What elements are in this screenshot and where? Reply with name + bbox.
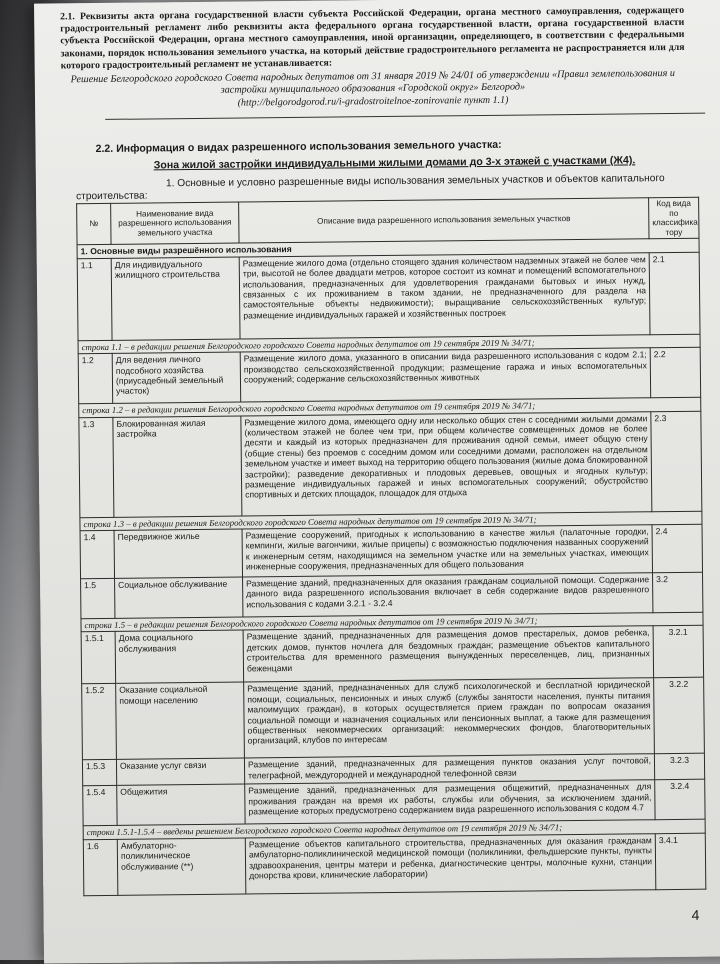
decision-reference: Решение Белгородского городского Совета народных депутатов от 31 января 2019 № 24/01 об утверждении «Правил землепользования и застройки муниципального образования «Городской округ» Белгород» bbox=[70, 67, 676, 97]
table-row bbox=[83, 780, 705, 827]
group-title: 1. Основные виды разрешённого использования bbox=[77, 239, 699, 259]
table-header-row bbox=[77, 197, 699, 245]
row-num: 1.6 bbox=[83, 839, 118, 895]
row-name: Оказание услуг связи bbox=[116, 758, 244, 785]
row-num: 1.5.3 bbox=[82, 760, 116, 786]
header-num: № bbox=[77, 203, 111, 245]
row-num: 1.3 bbox=[79, 417, 114, 517]
row-name: Передвижное жилье bbox=[114, 529, 242, 578]
decision-link: (http://belgorodgorod.ru/i-gradostroitelnoe-zonirovanie пункт 1.1) bbox=[237, 94, 509, 109]
page-number: 4 bbox=[691, 906, 700, 923]
row-desc: Размещение жилого дома, указанного в описании вида разрешенного использования с кодом 2.1; производство сельскохозяйственной продукции; размещение гаража и иных вспомогательных сооружений; содержание сельскохозяйственных животных bbox=[240, 348, 651, 402]
row-note: строка 1.5 – в редакции решения Белгородского городского Совета народных депутатов от 19 сентября 2019 № 34/71; bbox=[81, 612, 703, 632]
document-page bbox=[34, 0, 720, 964]
row-code: 3.2.2 bbox=[654, 678, 705, 755]
row-name: Амбулаторно-поликлиническое обслуживание (**) bbox=[117, 838, 246, 895]
row-name: Для индивидуального жилищного строительства bbox=[111, 257, 240, 340]
table-row bbox=[82, 678, 705, 761]
row-code: 3.2.1 bbox=[653, 626, 704, 679]
table-row bbox=[83, 833, 706, 896]
header-block bbox=[60, 5, 685, 112]
row-desc: Размещение объектов капитального строительства, предназначенных для оказания гражданам амбулаторно-поликлинической медицинской помощи (поликлиники, фельдшерские пункты, пункты здравоохранения, центры матери и ребенка, диагностические центры, молочные кухни, станции донорства крови, клинические лаборатории) bbox=[245, 834, 656, 894]
table-subtitle: 1. Основные и условно разрешенные виды использования земельных участков и объектов капитального строительства: bbox=[75, 173, 665, 202]
row-code: 2.2 bbox=[650, 347, 701, 398]
row-num: 1.5 bbox=[81, 578, 115, 618]
row-name: Для ведения личного подсобного хозяйства (приусадебный земельный участок) bbox=[112, 352, 241, 403]
divider-line bbox=[105, 113, 705, 120]
row-code: 3.4.1 bbox=[655, 833, 706, 890]
table-row bbox=[81, 626, 704, 685]
row-num: 1.5.1 bbox=[81, 632, 116, 684]
table-row bbox=[78, 347, 700, 404]
row-note: строка 1.3 – в редакции решения Белгородского городского Совета народных депутатов от 19 сентября 2019 № 34/71; bbox=[80, 511, 702, 531]
header-desc: Описание вида разрешенного использования земельных участков bbox=[239, 198, 649, 244]
header-name: Наименование вида разрешенного использования земельного участка bbox=[111, 202, 239, 245]
table-row bbox=[79, 411, 702, 518]
row-name: Блокированная жилая застройка bbox=[113, 416, 242, 517]
section-2-2-title: 2.2. Информация о видах разрешенного использования земельного участка: bbox=[95, 138, 502, 156]
row-note: строка 1.1 – в редакции решения Белгородского городского Совета народных депутатов от 19 сентября 2019 № 34/71; bbox=[78, 334, 700, 354]
table-row bbox=[77, 252, 700, 341]
row-desc: Размещение жилого дома (отдельно стоящего здания количеством надземных этажей не более чем три, высотой не более двадцати метров, которое состоит из комнат и помещений вспомогательного использования, предназначенных для удовлетворения гражданами бытовых и иных нужд, связанных с их проживанием в таком здании, не предназначенного для раздела на самостоятельные объекты недвижимости); выращивание сельскохозяйственных культур; размещение индивидуальных гаражей и хозяйственных построек bbox=[239, 253, 650, 339]
table-row bbox=[80, 524, 702, 579]
land-use-table bbox=[76, 197, 706, 896]
row-name: Оказание социальной помощи населению bbox=[116, 682, 245, 759]
header-code: Код вида по классифика тору bbox=[649, 197, 699, 239]
row-code: 2.4 bbox=[652, 524, 702, 573]
row-name: Дома социального обслуживания bbox=[115, 630, 244, 683]
row-desc: Размещение зданий, предназначенных для размещения пунктов оказания услуг почтовой, телеграфной, междугородней и международной телефонной связи bbox=[244, 754, 654, 784]
row-desc: Размещение сооружений, пригодных к использованию в качестве жилья (палаточные городки, кемпинги, жилые вагончики, жилые прицепы) с возможностью подключения названных сооружений к инженерным сетям, находящимся на земельном участке или на земельных участках, имеющих инженерные сооружения, предназначенных для общего пользования bbox=[242, 525, 652, 577]
row-desc: Размещение зданий, предназначенных для размещения общежитий, предназначенных для проживания граждан на время их работы, службы или обучения, за исключением зданий, размещение которых предусмотрено содержанием вида разрешенного использования с кодом 4.7 bbox=[245, 780, 655, 824]
row-num: 1.2 bbox=[78, 354, 113, 404]
table-row bbox=[81, 572, 703, 619]
row-num: 1.5.2 bbox=[82, 684, 117, 760]
row-desc: Размещение зданий, предназначенных для служб психологической и бесплатной юридической помощи, социальных, пенсионных и иных служб (службы занятости населения, пункты питания малоимущих граждан), в которых осуществляется прием граждан по вопросам оказания социальной помощи и назначения социальных или пенсионных выплат, а также для размещения общественных некоммерческих организаций: некоммерческих фондов, благотворительных организаций, клубов по интересам bbox=[244, 678, 655, 758]
row-code: 2.1 bbox=[649, 252, 700, 335]
row-name: Социальное обслуживание bbox=[115, 577, 243, 618]
row-code: 3.2 bbox=[653, 572, 703, 613]
row-desc: Размещение зданий, предназначенных для размещения домов престарелых, домов ребенка, детских домов, пунктов ночлега для бездомных граждан; размещение объектов капитального строительства для временного размещения вынужденных переселенцев, лиц, признанных беженцами bbox=[243, 626, 654, 682]
row-note: строка 1.2 – в редакции решения Белгородского городского Совета народных депутатов от 19 сентября 2019 № 34/71; bbox=[79, 397, 701, 417]
row-num: 1.4 bbox=[80, 530, 115, 578]
row-desc: Размещение жилого дома, имеющего одну или несколько общих стен с соседними жилыми домами (количеством этажей не более чем три, при общем количестве совмещенных домов не более десяти и каждый из которых предназначен для проживания одной семьи, имеет общую стену (общие стены) без проемов с соседним домом или соседними домами, расположен на отдельном земельном участке и имеет выход на территорию общего пользования (жилые дома блокированной застройки); разведение декоративных и плодовых деревьев, овощных и ягодных культур; размещение индивидуальных гаражей и иных вспомогательных сооружений; обустройство спортивных и детских площадок, площадок для отдыха bbox=[241, 411, 652, 515]
zone-title: Зона жилой застройки индивидуальными жилыми домами до 3-х этажей с участками (Ж4). bbox=[153, 154, 636, 172]
row-note: строки 1.5.1-1.5.4 – введены решением Белгородского городского Совета народных депутатов от 19 сентября 2019 № 34/71; bbox=[83, 820, 705, 840]
row-num: 1.1 bbox=[77, 258, 112, 340]
row-code: 2.3 bbox=[651, 411, 702, 512]
row-desc: Размещение зданий, предназначенных для оказания гражданам социальной помощи. Содержание данного вида разрешенного использования включает в себя содержание видов разрешенного использования с кодами 3.2.1 - 3.2.4 bbox=[243, 573, 653, 617]
row-code: 3.2.4 bbox=[655, 780, 705, 821]
row-code: 3.2.3 bbox=[654, 754, 704, 781]
row-name: Общежития bbox=[117, 784, 245, 825]
row-num: 1.5.4 bbox=[83, 786, 117, 826]
section-2-1-text: 2.1. Реквизиты акта органа государственной власти субъекта Российской Федерации, органа местного самоуправления, содержащего градостроительный регламент либо реквизиты акта федерального органа государственной власти, органа государственной власти субъекта Российской Федерации, органа местного самоуправления, иной организации, определяющего, в соответствии с федеральными законами, порядок использования земельного участка, на который действие градостроительного регламента не распространяется или для которого градостроительный регламент не устанавливается: bbox=[60, 4, 685, 72]
